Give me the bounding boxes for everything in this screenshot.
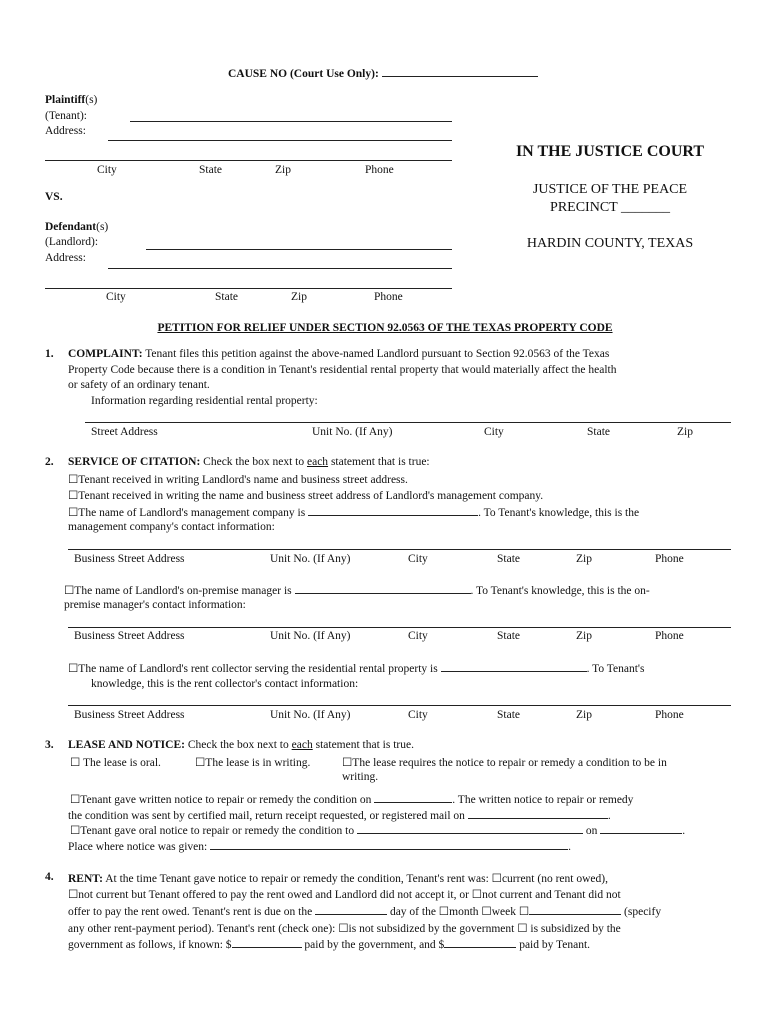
cause-no-label: CAUSE NO (Court Use Only): <box>228 68 379 80</box>
s2b-col-unit: Unit No. (If Any) <box>270 630 351 642</box>
s2-option-4-cont: premise manager's contact information: <box>64 599 246 611</box>
s3-option-oral-notice[interactable]: ☐Tenant gave oral notice to repair or remedy the condition to on . <box>70 825 686 837</box>
s1-col-unit: Unit No. (If Any) <box>312 426 393 438</box>
court-county: HARDIN COUNTY, TEXAS <box>526 236 694 251</box>
defendant-address-label: Address: <box>45 252 86 264</box>
s3-place-label: Place where notice was given: <box>68 841 208 853</box>
s2-rent-collector-field[interactable] <box>441 661 587 672</box>
s4-line5 <box>68 937 590 951</box>
s2-collector-address-field[interactable] <box>68 705 731 706</box>
plaintiff-label-suffix: (s) <box>85 94 98 106</box>
s4-other-period-field[interactable] <box>529 904 621 915</box>
s2-onsite-address-field[interactable] <box>68 627 731 628</box>
s3-option-written-notice-text: ☐Tenant gave written notice to repair or remedy the condition on <box>70 794 372 806</box>
s4-line5-tail: paid by Tenant. <box>519 939 591 951</box>
defendant-city-label: City <box>106 291 126 303</box>
s3-oral-notice-on: on <box>585 825 598 837</box>
s3-mail-line: the condition was sent by certified mail, return receipt requested, or registered mail on . <box>68 810 611 822</box>
court-title: IN THE JUSTICE COURT <box>515 143 705 160</box>
plaintiff-heading <box>45 94 97 106</box>
cause-no-field[interactable] <box>382 66 538 77</box>
s3-option-notice-writing-cont: writing. <box>342 771 379 783</box>
s4-due-day-field[interactable] <box>315 904 387 915</box>
s4-line5-text: government as follows, if known: $ <box>68 939 232 951</box>
s3-option-notice-writing[interactable]: ☐The lease requires the notice to repair or remedy a condition to be in <box>342 757 667 769</box>
s3-option-oral[interactable]: ☐ The lease is oral. <box>70 757 161 769</box>
s2a-col-zip: Zip <box>576 553 592 565</box>
s4-line2: ☐not current but Tenant offered to pay the rent owed and Landlord did not accept it, or ☐not current and Tenant did not <box>68 889 621 901</box>
s4-line3-tail: (specify <box>624 906 662 918</box>
s2-option-3-cont: management company's contact information: <box>68 521 275 533</box>
s2c-col-phone: Phone <box>655 709 684 721</box>
s2-option-2[interactable]: ☐Tenant received in writing the name and business street address of Landlord's management company. <box>68 490 544 502</box>
s4-gov-amount-field[interactable] <box>232 937 302 948</box>
s2-option-5-tail: . To Tenant's <box>586 663 645 675</box>
plaintiff-city-field[interactable] <box>45 160 452 161</box>
s1-info: Information regarding residential rental property: <box>91 395 318 407</box>
s2a-col-state: State <box>497 553 520 565</box>
defendant-label: Defendant <box>45 221 97 233</box>
defendant-zip-label: Zip <box>291 291 307 303</box>
plaintiff-state-label: State <box>199 164 222 176</box>
s4-line3-text: offer to pay the rent owed. Tenant's rent is due on the <box>68 906 313 918</box>
s2c-col-zip: Zip <box>576 709 592 721</box>
s3-text-each: each <box>291 739 313 751</box>
s2a-col-unit: Unit No. (If Any) <box>270 553 351 565</box>
s4-line1-text: At the time Tenant gave notice to repair or remedy the condition, Tenant's rent was: ☐current (no rent owed), <box>105 873 608 885</box>
s2-option-3-tail: . To Tenant's knowledge, this is the <box>478 507 640 519</box>
s3-text-a: Check the box next to <box>187 739 289 751</box>
s2b-col-state: State <box>497 630 520 642</box>
s3-option-written-notice[interactable] <box>70 792 633 806</box>
defendant-heading <box>45 221 108 233</box>
plaintiff-address-field[interactable] <box>108 140 452 141</box>
s3-written-notice-date-field[interactable] <box>374 792 452 803</box>
s2c-col-unit: Unit No. (If Any) <box>270 709 351 721</box>
s2-option-4-text: ☐The name of Landlord's on-premise manager is <box>64 585 292 597</box>
s2-option-3-text: ☐The name of Landlord's management company is <box>68 507 306 519</box>
s3-option-written[interactable]: ☐The lease is in writing. <box>195 757 311 769</box>
s3-oral-notice-person-field[interactable] <box>357 823 583 834</box>
s1-col-street: Street Address <box>91 426 158 438</box>
vs-label: VS. <box>45 191 63 203</box>
s3-number: 3. <box>45 739 54 751</box>
s3-place-field[interactable] <box>210 839 568 850</box>
plaintiff-name-field[interactable] <box>130 121 452 122</box>
s2-text-b: statement that is true: <box>330 456 430 468</box>
s2a-col-street: Business Street Address <box>74 553 185 565</box>
s2-line1 <box>68 456 430 468</box>
s4-number: 4. <box>45 871 54 883</box>
s4-tenant-amount-field[interactable] <box>444 937 516 948</box>
s3-line1 <box>68 739 414 751</box>
s2-onsite-manager-field[interactable] <box>295 583 471 594</box>
s2-text-a: Check the box next to <box>203 456 305 468</box>
s1-col-zip: Zip <box>677 426 693 438</box>
s1-col-state: State <box>587 426 610 438</box>
s3-option-written-notice-tail: . The written notice to repair or remedy <box>452 794 634 806</box>
s1-heading: COMPLAINT: <box>68 348 143 360</box>
s2-mgmt-address-field[interactable] <box>68 549 731 550</box>
s3-oral-notice-date-field[interactable] <box>600 823 682 834</box>
s2-mgmt-company-field[interactable] <box>308 505 478 516</box>
court-line1: JUSTICE OF THE PEACE <box>532 182 688 197</box>
s2-number: 2. <box>45 456 54 468</box>
defendant-state-label: State <box>215 291 238 303</box>
s2c-col-state: State <box>497 709 520 721</box>
petition-title: PETITION FOR RELIEF UNDER SECTION 92.0563 OF THE TEXAS PROPERTY CODE <box>157 322 613 334</box>
plaintiff-phone-label: Phone <box>365 164 394 176</box>
s3-place-line: Place where notice was given: . <box>68 841 571 853</box>
s1-line1 <box>68 348 609 360</box>
s2c-col-street: Business Street Address <box>74 709 185 721</box>
s4-line3 <box>68 904 661 918</box>
s2a-col-city: City <box>408 553 428 565</box>
s2-option-4[interactable] <box>64 583 650 597</box>
s2-option-5-text: ☐The name of Landlord's rent collector serving the residential rental property is <box>68 663 438 675</box>
s2-option-5-cont: knowledge, this is the rent collector's contact information: <box>91 678 359 690</box>
s2b-col-zip: Zip <box>576 630 592 642</box>
s2b-col-city: City <box>408 630 428 642</box>
s2-heading: SERVICE OF CITATION: <box>68 456 201 468</box>
plaintiff-address-label: Address: <box>45 125 86 137</box>
s2c-col-city: City <box>408 709 428 721</box>
s3-mail-date-field[interactable] <box>468 808 608 819</box>
s3-option-oral-notice-text: ☐Tenant gave oral notice to repair or remedy the condition to <box>70 825 355 837</box>
defendant-phone-label: Phone <box>374 291 403 303</box>
s4-line3-mid: day of the ☐month ☐week ☐ <box>389 906 530 918</box>
defendant-address-field[interactable] <box>108 268 452 269</box>
plaintiff-label: Plaintiff <box>45 94 86 106</box>
s2-option-1[interactable]: ☐Tenant received in writing Landlord's name and business street address. <box>68 474 408 486</box>
s3-mail-text: the condition was sent by certified mail, return receipt requested, or registered mail on <box>68 810 465 822</box>
s2b-col-phone: Phone <box>655 630 684 642</box>
s2a-col-phone: Phone <box>655 553 684 565</box>
s1-line2: Property Code because there is a condition in Tenant's residential rental property that would materially affect the health <box>68 364 617 376</box>
plaintiff-tenant-label: (Tenant): <box>45 110 87 122</box>
s1-number: 1. <box>45 348 54 360</box>
s2-option-4-tail: . To Tenant's knowledge, this is the on- <box>470 585 650 597</box>
s4-line1 <box>68 871 608 885</box>
cause-no <box>228 66 538 80</box>
s4-line4: any other rent-payment period). Tenant's rent (check one): ☐is not subsidized by the government ☐ is subsidized by the <box>68 923 621 935</box>
s2-option-3[interactable] <box>68 505 639 519</box>
plaintiff-zip-label: Zip <box>275 164 291 176</box>
defendant-city-field[interactable] <box>45 288 452 289</box>
s2b-col-street: Business Street Address <box>74 630 185 642</box>
s1-col-city: City <box>484 426 504 438</box>
s4-line5-mid: paid by the government, and $ <box>304 939 445 951</box>
plaintiff-city-label: City <box>97 164 117 176</box>
defendant-landlord-label: (Landlord): <box>45 236 99 248</box>
defendant-name-field[interactable] <box>146 249 452 250</box>
s2-text-each: each <box>306 456 329 468</box>
s3-heading: LEASE AND NOTICE: <box>68 739 185 751</box>
court-precinct: PRECINCT _______ <box>550 200 670 215</box>
s3-text-b: statement that is true. <box>315 739 414 751</box>
s1-line3: or safety of an ordinary tenant. <box>68 379 210 391</box>
defendant-label-suffix: (s) <box>96 221 109 233</box>
s1-property-field[interactable] <box>85 422 731 423</box>
s2-option-5[interactable] <box>68 661 644 675</box>
s1-text: Tenant files this petition against the above-named Landlord pursuant to Section 92.0563 of the Texas <box>145 348 610 360</box>
s4-heading: RENT: <box>68 873 103 885</box>
